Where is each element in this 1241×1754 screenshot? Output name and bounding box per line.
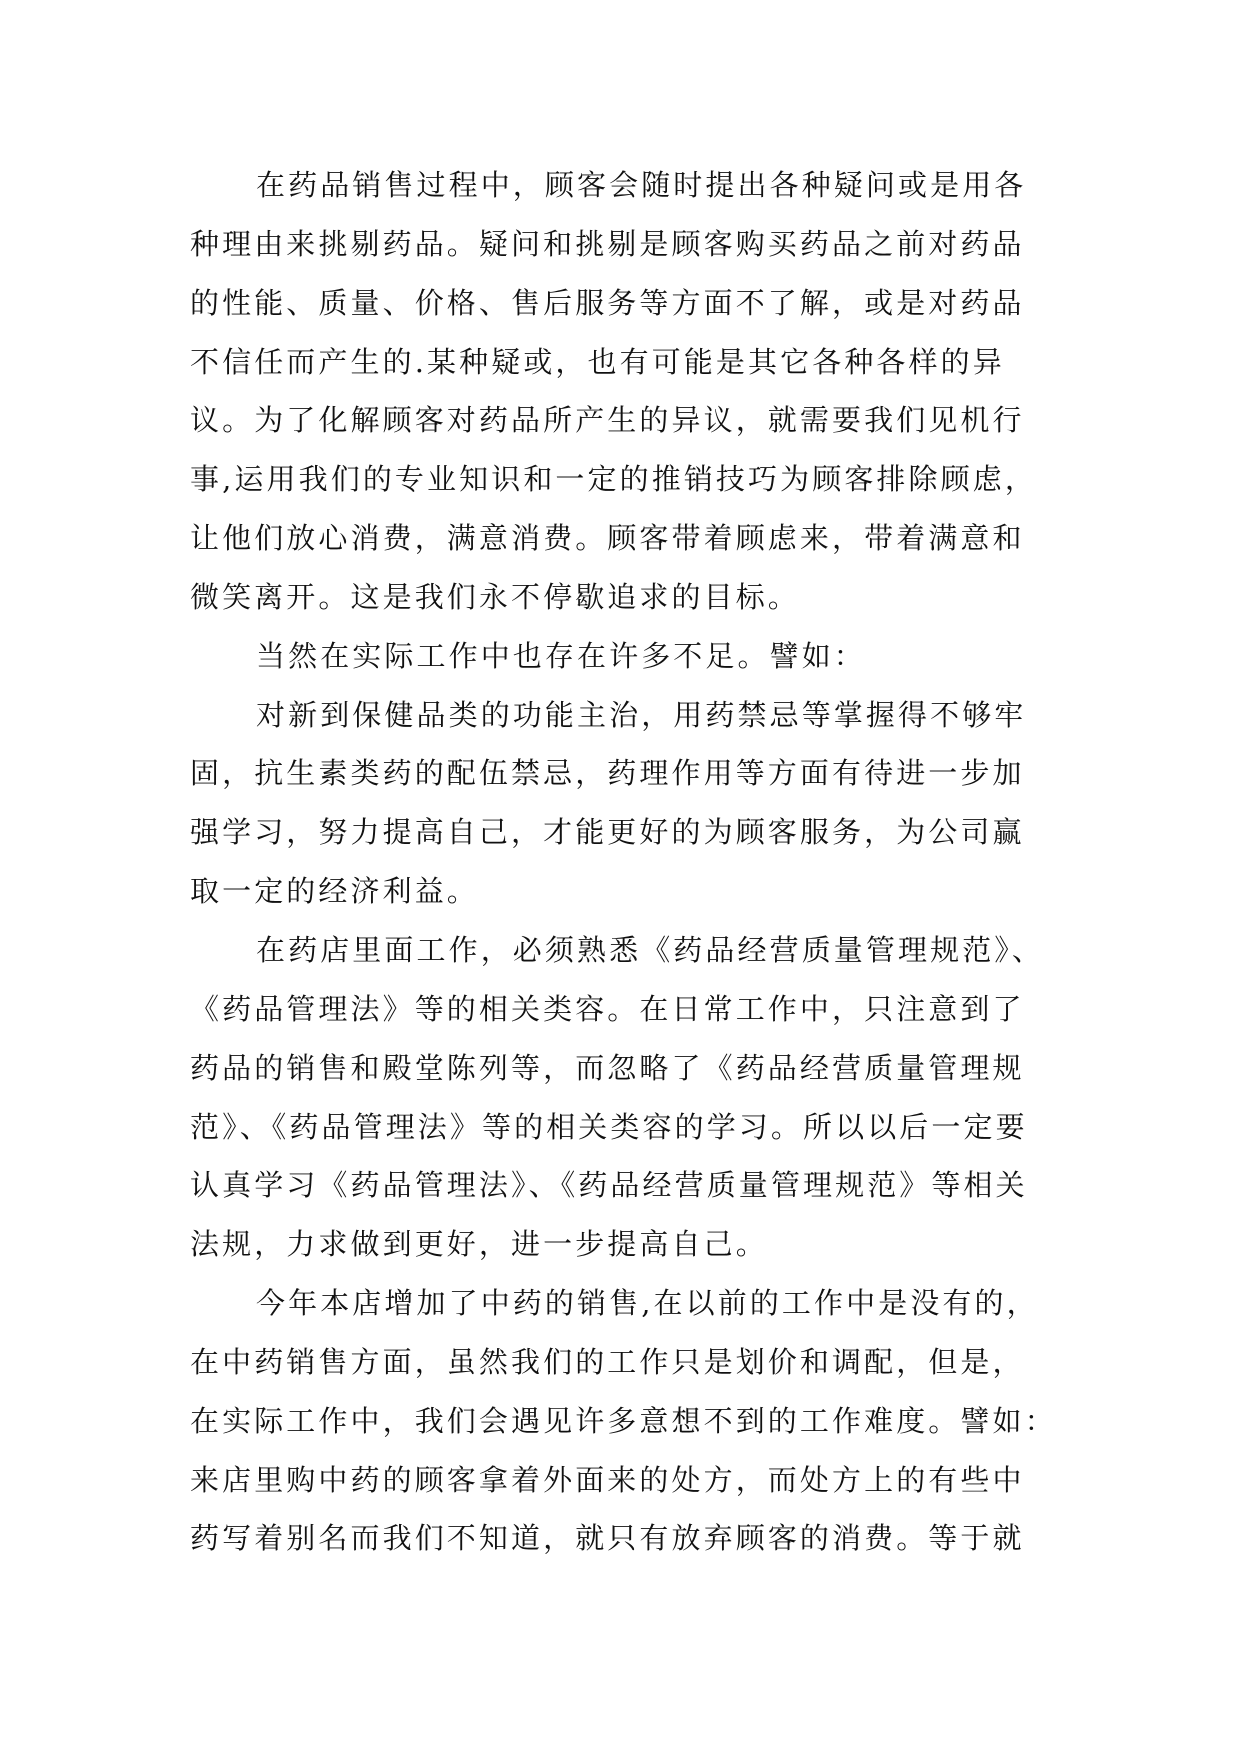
text-line: 在药品销售过程中，顾客会随时提出各种疑问或是用各	[256, 168, 1027, 202]
text-line: 强学习，努力提高自己，才能更好的为顾客服务，为公司赢	[190, 815, 1025, 850]
text-line: 种理由来挑剔药品。疑问和挑剔是顾客购买药品之前对药品	[190, 226, 1025, 261]
text-line: 对新到保健品类的功能主治，用药禁忌等掌握得不够牢	[256, 697, 1027, 732]
text-line: 微笑离开。这是我们永不停歇追求的目标。	[190, 579, 800, 614]
text-line: 来店里购中药的顾客拿着外面来的处方，而处方上的有些中	[190, 1462, 1025, 1497]
text-line: 取一定的经济利益。	[190, 874, 479, 909]
text-line: 固，抗生素类药的配伍禁忌，药理作用等方面有待进一步加	[190, 756, 1025, 791]
text-line: 今年本店增加了中药的销售,在以前的工作中是没有的，	[256, 1286, 1039, 1321]
text-line: 在中药销售方面，虽然我们的工作只是划价和调配，但是，	[190, 1344, 1025, 1379]
text-line: 在药店里面工作，必须熟悉《药品经营质量管理规范》、	[256, 932, 1045, 967]
text-line: 法规，力求做到更好，进一步提高自己。	[190, 1227, 768, 1262]
text-line: 当然在实际工作中也存在许多不足。譬如：	[256, 638, 866, 673]
text-line: 认真学习《药品管理法》、《药品经营质量管理规范》等相关	[190, 1168, 1028, 1203]
text-line: 议。为了化解顾客对药品所产生的异议，就需要我们见机行	[190, 403, 1025, 438]
text-line: 在实际工作中，我们会遇见许多意想不到的工作难度。譬如：	[190, 1403, 1057, 1438]
text-line: 药品的销售和殿堂陈列等，而忽略了《药品经营质量管理规	[190, 1050, 1025, 1085]
text-line: 的性能、质量、价格、售后服务等方面不了解，或是对药品	[190, 285, 1025, 320]
text-line: 范》、《药品管理法》等的相关类容的学习。所以以后一定要	[190, 1109, 1028, 1144]
text-line: 让他们放心消费，满意消费。顾客带着顾虑来，带着满意和	[190, 521, 1025, 556]
text-line: 药写着别名而我们不知道，就只有放弃顾客的消费。等于就	[190, 1521, 1025, 1556]
text-line: 《药品管理法》等的相关类容。在日常工作中，只注意到了	[190, 991, 1025, 1026]
text-line: 不信任而产生的.某种疑或，也有可能是其它各种各样的异	[190, 344, 1005, 379]
text-line: 事,运用我们的专业知识和一定的推销技巧为顾客排除顾虑，	[190, 462, 1037, 497]
document-body	[190, 156, 1070, 1568]
